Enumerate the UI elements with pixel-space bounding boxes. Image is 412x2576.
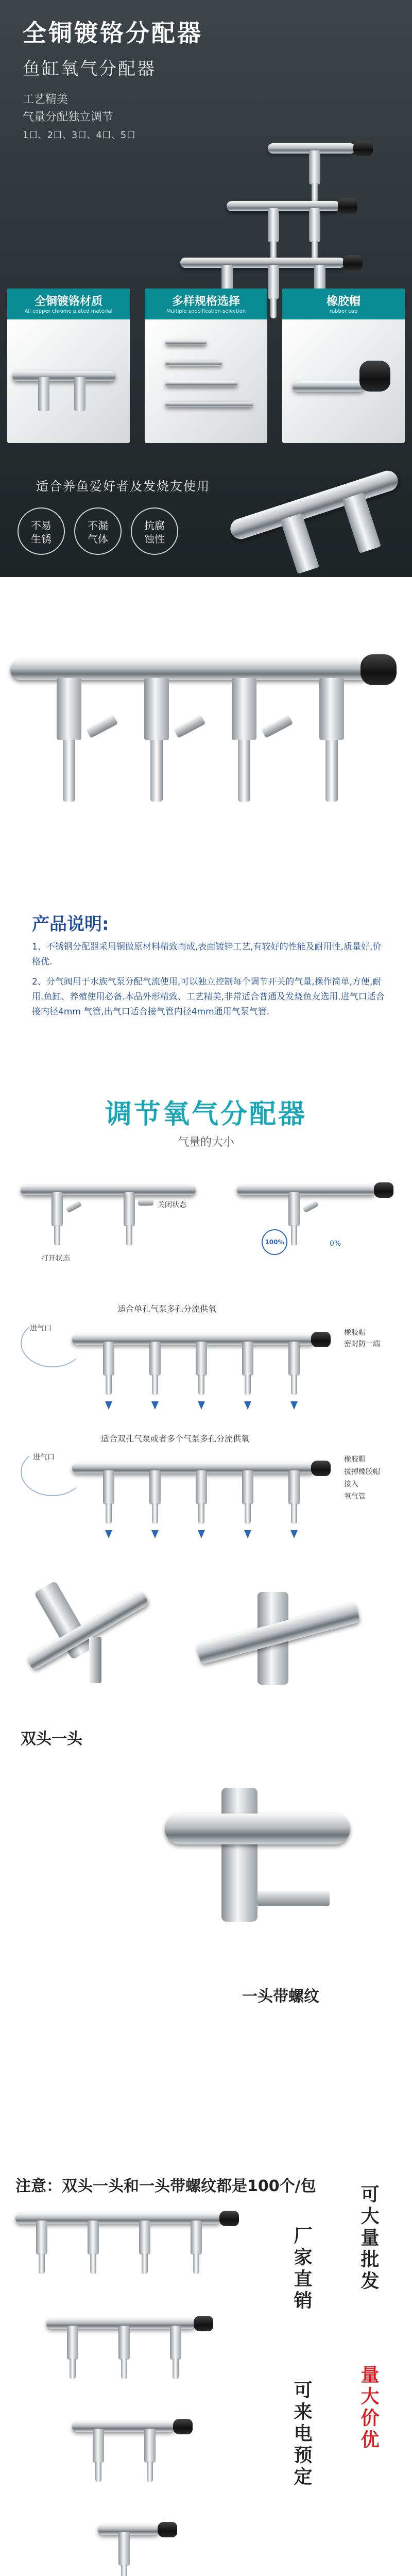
thread-head-label: 一头带螺纹 [242,1988,319,2006]
feature-card-spec [145,289,267,443]
feature-subtitle: rubber cap [329,309,358,314]
regulate-section [0,1077,412,1726]
note-section [0,2164,412,2576]
feature-card-cap [282,289,405,443]
regulate-title: 调节氧气分配器 [105,1099,307,1130]
flow-arrow [151,1401,159,1410]
feature-title: 全铜镀铬材质 [34,295,102,308]
flow-arrow [105,1401,112,1410]
circle-text: 蚀性 [144,533,165,545]
air-pipe-label: 氧气管 [344,1493,366,1501]
intro-paragraph-1: 1、不锈钢分配器采用铜做原材料精致而成,表面镀锌工艺,有较好的性能及耐用性,质量好,价格优. [32,942,382,967]
hero-subtitle: 鱼缸氧气分配器 [23,59,156,79]
regulate-subtitle: 气量的大小 [177,1136,234,1149]
seal-label: 密封防一端 [344,1340,380,1348]
intro-paragraph-2: 2、分气阀用于水族气泵分配气流使用,可以独立控制每个调节开关的气量,操作简单,方便,耐用.鱼缸、养殖使用必备.本品外形精致、工艺精美,非常适合普通及发烧鱼友选用.进气口适合接内径4mm 气管,出气口适合接气管内径4mm通用气泵气管. [32,977,385,1017]
inlet-label: 进气口 [30,1325,52,1333]
package-note: 注意：双头一头和一头带螺纹都是100个/包 [15,2177,316,2195]
circle-text: 气体 [88,533,108,545]
double-pump-title: 适合双孔气泵或者多个气泵多孔分流供氧 [101,1434,250,1444]
remove-cap-label: 拔掉橡胶帽 [344,1468,380,1476]
thread-section [0,1726,412,2164]
flow-arrow [290,1530,298,1538]
connect-label: 接入 [344,1480,358,1488]
phone-order-text: 可来电预定 [291,2380,312,2488]
hero-line-ports: 1口、2口、3口、4口、5口 [23,130,136,141]
feature-subtitle: All copper chrome plated material [24,309,113,314]
flow-arrow [244,1530,251,1538]
flow-arrow [290,1401,298,1410]
circle-text: 抗腐 [144,519,165,532]
circle-text: 不漏 [88,519,108,532]
hero-title: 全铜镀铬分配器 [23,19,203,47]
label-open: 打开状态 [41,1255,70,1263]
circle-text: 生锈 [31,533,52,545]
label-closed: 关闭状态 [158,1201,186,1209]
feature-image-cap [282,319,405,443]
flow-arrow [198,1401,205,1410]
circle-text: 不易 [31,519,52,532]
factory-direct-text: 厂家直销 [291,2226,312,2312]
flow-arrow [244,1401,251,1410]
intro-title: 产品说明: [32,914,109,935]
hero-section [0,0,412,577]
product-intro-section [0,577,412,1077]
feature-circle-corrosion [131,507,178,555]
feature-image-spec [145,319,267,443]
feature-title: 橡胶帽 [326,295,360,308]
wholesale-text: 可大量批发 [358,2184,379,2293]
feature-circle-noleak [74,507,122,555]
single-pump-title: 适合单孔气泵多孔分流供氧 [117,1304,217,1314]
feature-subtitle: Multiple specification selection [166,309,246,314]
flow-arrow [151,1530,159,1538]
feature-circle-rust [18,507,65,555]
double-head-label: 双头一头 [21,1730,82,1748]
flow-arrow [198,1530,205,1538]
tagline: 适合养鱼爱好者及发烧友使用 [36,479,210,494]
feature-image-material [7,319,130,443]
best-price-text: 量大价优 [358,2365,379,2451]
rubber-cap-label: 橡胶帽 [344,1329,366,1337]
inlet-label-2: 进气口 [33,1453,55,1462]
flow-arrow [105,1530,112,1538]
hero-line-adjust: 气量分配独立调节 [23,111,114,124]
percent-0-label: 0% [330,1240,341,1248]
percent-100-badge: 100% [262,1229,287,1255]
feature-card-material [7,289,130,443]
hero-line-craft: 工艺精美 [23,93,68,106]
rubber-cap-label-2: 橡胶帽 [344,1455,366,1464]
feature-title: 多样规格选择 [171,295,240,308]
